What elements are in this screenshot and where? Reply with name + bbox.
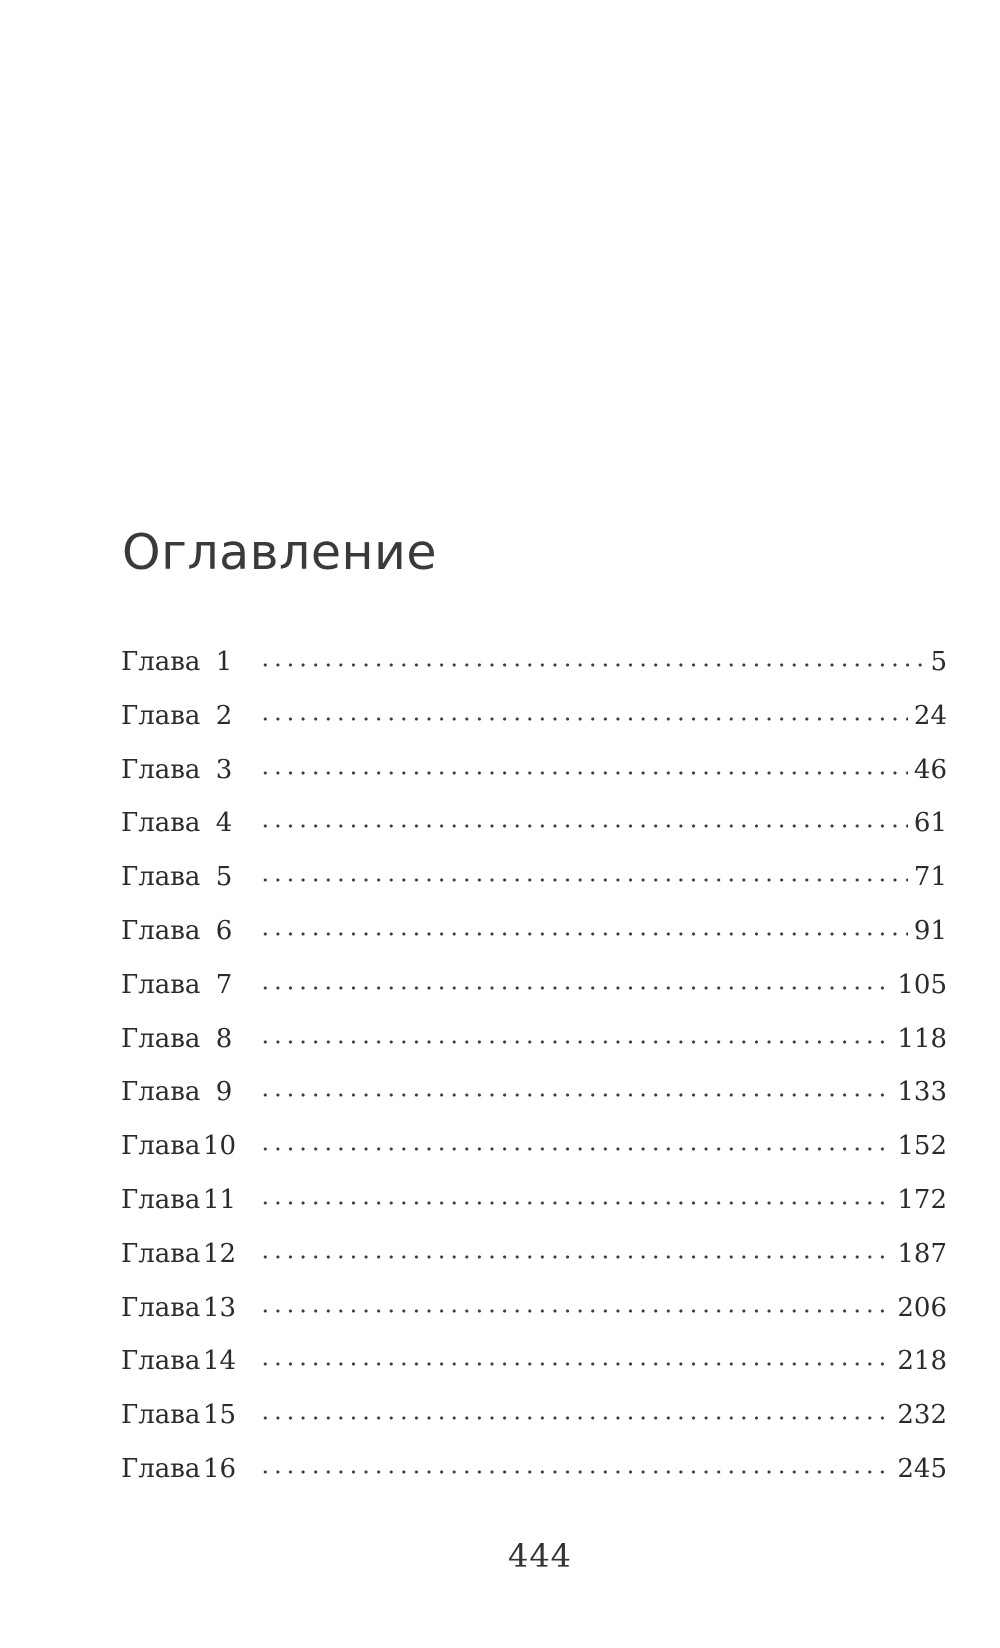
dot-leader [259, 932, 908, 936]
chapter-word: Глава [121, 1131, 201, 1162]
toc-entry-label [121, 1346, 241, 1376]
toc-page-number: 118 [897, 1023, 947, 1054]
chapter-number: 5 [215, 862, 233, 893]
toc-entry [121, 1131, 947, 1185]
toc-page-number: 91 [913, 915, 947, 946]
dot-leader [259, 1416, 891, 1420]
chapter-number: 11 [203, 1184, 237, 1215]
toc-entry [121, 1293, 947, 1347]
toc-entry-label [121, 808, 241, 838]
chapter-word: Глава [121, 1023, 201, 1054]
chapter-number: 6 [215, 915, 233, 946]
chapter-number: 16 [203, 1453, 237, 1484]
dot-leader [259, 1362, 891, 1366]
toc-entry-label [121, 1185, 241, 1215]
chapter-number: 9 [215, 1077, 233, 1108]
toc-entry [121, 701, 947, 755]
chapter-number: 13 [203, 1292, 237, 1323]
toc-page-number: 24 [913, 700, 947, 731]
toc-entry [121, 916, 947, 970]
toc-page-number: 245 [897, 1453, 947, 1484]
dot-leader [259, 986, 891, 990]
chapter-number: 8 [215, 1023, 233, 1054]
chapter-word: Глава [121, 915, 201, 946]
chapter-number: 15 [203, 1400, 237, 1431]
toc-page-number: 71 [913, 862, 947, 893]
chapter-word: Глава [121, 1400, 201, 1431]
toc-page-number: 61 [913, 808, 947, 839]
toc-entry [121, 1454, 947, 1508]
toc-title: Оглавление [122, 524, 438, 581]
toc-list [121, 647, 947, 1508]
chapter-number: 14 [203, 1346, 237, 1377]
toc-entry [121, 1400, 947, 1454]
chapter-number: 3 [215, 754, 233, 785]
dot-leader [259, 878, 908, 882]
toc-entry-label [121, 647, 241, 677]
toc-page-number: 218 [897, 1346, 947, 1377]
chapter-word: Глава [121, 1292, 201, 1323]
toc-entry [121, 862, 947, 916]
toc-page-number: 152 [897, 1131, 947, 1162]
chapter-number: 2 [215, 700, 233, 731]
chapter-number: 1 [215, 647, 233, 677]
chapter-word: Глава [121, 1238, 201, 1269]
toc-entry [121, 1239, 947, 1293]
toc-entry [121, 970, 947, 1024]
toc-entry-label [121, 1454, 241, 1484]
chapter-number: 7 [215, 969, 233, 1000]
chapter-word: Глава [121, 862, 201, 893]
dot-leader [259, 1201, 891, 1205]
toc-entry-label [121, 862, 241, 892]
dot-leader [259, 771, 908, 775]
chapter-word: Глава [121, 1346, 201, 1377]
dot-leader [259, 1093, 891, 1097]
toc-entry-label [121, 755, 241, 785]
toc-entry-label [121, 1077, 241, 1107]
toc-entry [121, 1185, 947, 1239]
toc-entry-label [121, 701, 241, 731]
chapter-number: 4 [215, 808, 233, 839]
chapter-word: Глава [121, 1453, 201, 1484]
dot-leader [259, 1255, 891, 1259]
toc-entry-label [121, 1400, 241, 1430]
toc-page-number: 172 [897, 1184, 947, 1215]
toc-page-number: 105 [897, 969, 947, 1000]
toc-entry [121, 755, 947, 809]
chapter-word: Глава [121, 700, 201, 731]
chapter-word: Глава [121, 808, 201, 839]
toc-entry [121, 808, 947, 862]
dot-leader [259, 824, 908, 828]
toc-entry-label [121, 970, 241, 1000]
toc-page-number: 46 [913, 754, 947, 785]
toc-entry-label [121, 1024, 241, 1054]
toc-page-number: 187 [897, 1238, 947, 1269]
toc-entry [121, 1077, 947, 1131]
dot-leader [259, 1040, 891, 1044]
chapter-word: Глава [121, 754, 201, 785]
toc-page-number: 206 [897, 1292, 947, 1323]
dot-leader [259, 717, 908, 721]
toc-entry-label [121, 1293, 241, 1323]
toc-page-number: 232 [897, 1400, 947, 1431]
toc-entry [121, 647, 947, 701]
toc-page-number: 133 [897, 1077, 947, 1108]
chapter-number: 10 [203, 1131, 237, 1162]
chapter-word: Глава [121, 1077, 201, 1108]
toc-page-number: 5 [930, 647, 947, 677]
toc-entry [121, 1346, 947, 1400]
toc-entry-label [121, 1131, 241, 1161]
dot-leader [259, 1470, 891, 1474]
chapter-word: Глава [121, 647, 201, 677]
chapter-number: 12 [203, 1238, 237, 1269]
toc-entry [121, 1024, 947, 1078]
dot-leader [259, 1309, 891, 1313]
page-number: 444 [507, 1537, 573, 1575]
dot-leader [259, 663, 924, 667]
chapter-word: Глава [121, 1184, 201, 1215]
toc-entry-label [121, 1239, 241, 1269]
toc-entry-label [121, 916, 241, 946]
chapter-word: Глава [121, 969, 201, 1000]
dot-leader [259, 1147, 891, 1151]
